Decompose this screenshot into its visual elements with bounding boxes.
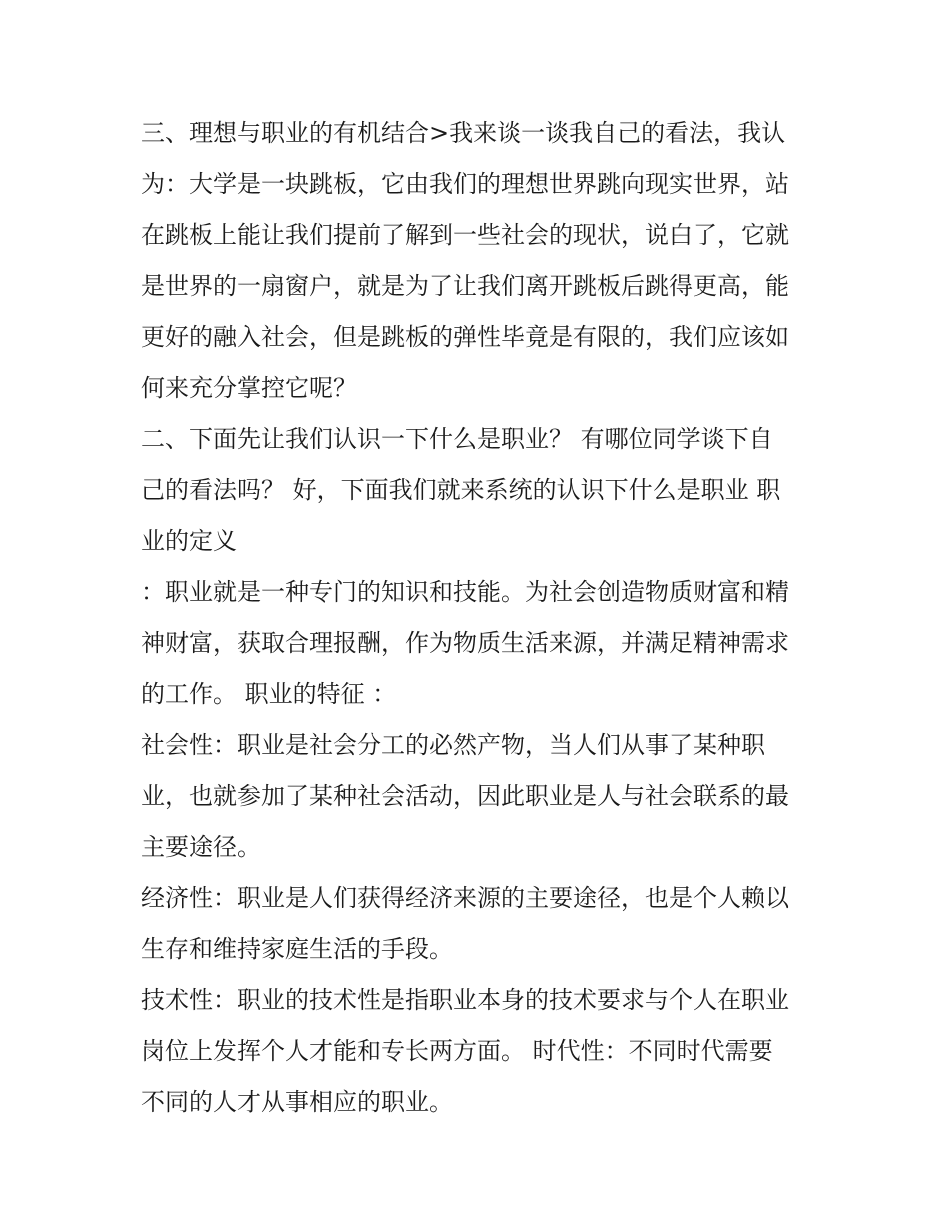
text-line-10: ：职业就是一种专门的知识和技能。为社会创造物质财富和精 xyxy=(141,578,789,606)
text-line-3: 在跳板上能让我们提前了解到一些社会的现状，说白了，它就 xyxy=(141,221,789,249)
text-line-1: 三、理想与职业的有机结合>我来谈一谈我自己的看法，我认 xyxy=(141,119,786,147)
text-line-18: 技术性：职业的技术性是指职业本身的技术要求与个人在职业 xyxy=(141,986,789,1014)
text-line-20: 不同的人才从事相应的职业。 xyxy=(141,1088,453,1116)
text-line-5: 更好的融入社会，但是跳板的弹性毕竟是有限的，我们应该如 xyxy=(141,323,789,351)
document-body xyxy=(141,108,813,1128)
text-line-14: 业，也就参加了某种社会活动，因此职业是人与社会联系的最 xyxy=(141,782,789,810)
text-line-6: 何来充分掌控它呢？ xyxy=(141,374,357,402)
text-line-7: 二、下面先让我们认识一下什么是职业？ 有哪位同学谈下自 xyxy=(141,425,773,453)
text-line-12: 的工作。 职业的特征 ： xyxy=(141,680,397,708)
text-line-2: 为：大学是一块跳板，它由我们的理想世界跳向现实世界，站 xyxy=(141,170,789,198)
text-line-19: 岗位上发挥个人才能和专长两方面。 时代性：不同时代需要 xyxy=(141,1037,773,1065)
text-line-16: 经济性：职业是人们获得经济来源的主要途径，也是个人赖以 xyxy=(141,884,789,912)
text-line-9: 业的定义 xyxy=(141,527,237,555)
text-line-15: 主要途径。 xyxy=(141,833,261,861)
text-line-17: 生存和维持家庭生活的手段。 xyxy=(141,935,453,963)
text-line-11: 神财富，获取合理报酬，作为物质生活来源，并满足精神需求 xyxy=(141,629,789,657)
text-line-13: 社会性：职业是社会分工的必然产物，当人们从事了某种职 xyxy=(141,731,765,759)
text-line-8: 己的看法吗？ 好，下面我们就来系统的认识下什么是职业 职 xyxy=(141,476,781,504)
text-line-4: 是世界的一扇窗户，就是为了让我们离开跳板后跳得更高，能 xyxy=(141,272,789,300)
